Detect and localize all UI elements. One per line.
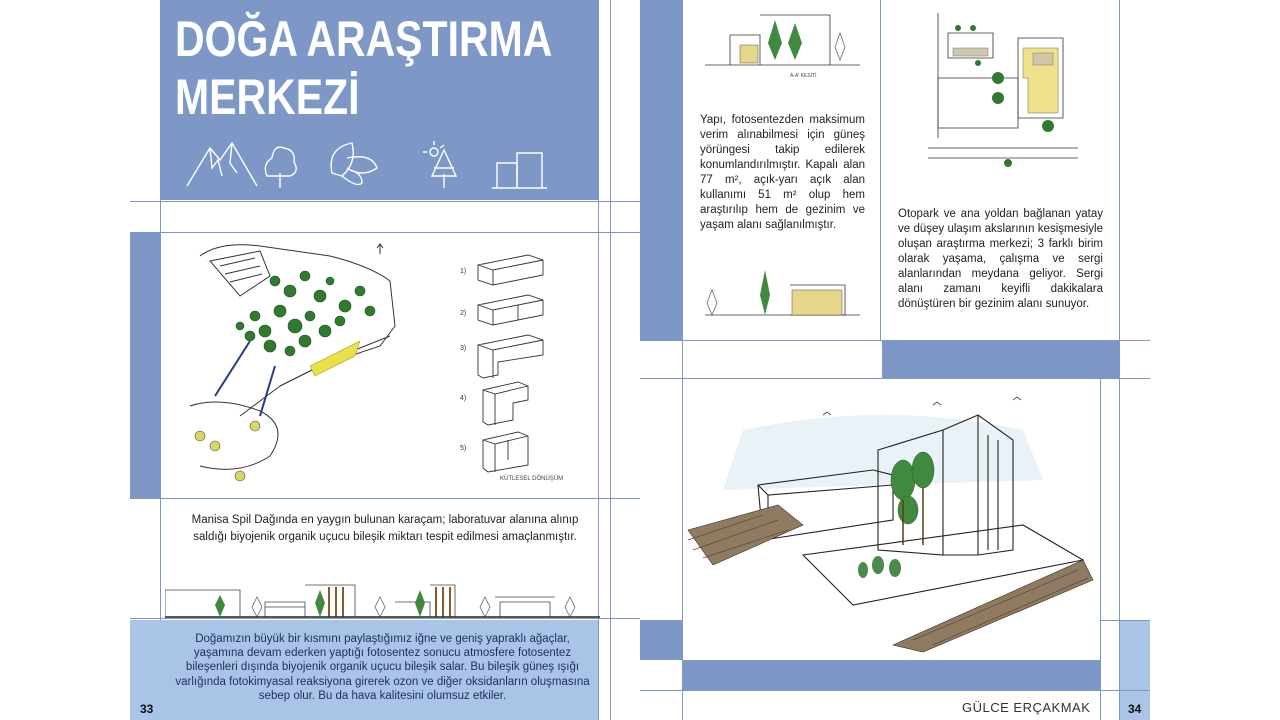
page-number-block (1120, 620, 1150, 720)
title-block (160, 0, 598, 200)
site-caption: Manisa Spil Dağında en yaygın bulunan karaçam; laboratuvar alanına alınıp saldığı biyojenik organik uçucu bileşik miktarı tespit edilmesi amaçlanmıştır. (191, 514, 579, 543)
mountain-icon (187, 143, 257, 186)
form-label: KÜTLESEL DÖNÜŞÜM (500, 476, 564, 482)
corner-block (640, 620, 682, 660)
page-title-line1: DOĞA ARAŞTIRMA (175, 11, 553, 67)
step-label: 2) (460, 310, 467, 317)
band-block (882, 340, 1119, 378)
bottom-band (682, 660, 1100, 690)
section-drawing-bottom (700, 265, 865, 335)
leaf-icon (331, 143, 377, 184)
step-label: 4) (460, 395, 467, 402)
sidebar-block-right (640, 0, 682, 340)
section-label: A-A' KESİTİ (790, 73, 817, 79)
sidebar-block (130, 232, 160, 498)
page-title-line2: MERKEZİ (175, 69, 360, 125)
elevation-drawing (165, 575, 600, 620)
perspective-drawing (683, 390, 1098, 655)
grid-line (610, 0, 611, 720)
text-block-2: Otopark ve ana yoldan bağlanan yatay ve düşey ulaşım akslarının kesişmesiyle oluşan araştırma merkezi; 3 farklı birim olarak yaşama, çalışma ve sergi alanlarından meydana geliyor. Sergi alanı zamanı keyifli dakikalara dönüştüren bir gezinim alanı sunuyor. (898, 208, 1103, 310)
grid-line (160, 200, 161, 620)
floor-plan-drawing (918, 8, 1088, 168)
page-number-right: 34 (1128, 702, 1142, 716)
step-label: 1) (460, 268, 467, 275)
header-icons (182, 138, 602, 193)
step-label: 3) (460, 345, 467, 352)
bottom-text-block (130, 620, 598, 720)
section-drawing-top (700, 5, 865, 85)
grid-line (640, 340, 1150, 341)
grid-line (1100, 378, 1101, 720)
grid-line (1100, 620, 1150, 621)
bottom-text: Doğamızın büyük bir kısmını paylaştığımız iğne ve geniş yapraklı ağaçlar, yaşamına devam ederken yaptığı fotosentez sonucu atmosfere fotosentez bileşenleri dışında biyojenik organik uçucu bileşik salar. Bu bileşik güneş ışığı varlığında fotokimyasal reaksiyona girerek ozon ve diğer oksidanların oluşmasına sebep olur. Bu da hava kalitesini olumsuz etkiler. (175, 633, 590, 702)
author-name: GÜLCE ERÇAKMAK (962, 700, 1091, 715)
step-label: 5) (460, 445, 467, 452)
text-block-1: Yapı, fotosentezden maksimum verim alınabilmesi için güneş yörüngesi takip edilerek konumlandırılmıştır. Kapalı alan 77 m², açık-yarı açık alan kullanımı 51 m² olup hem araştırılıp hem de gezinim ve yaşam alanı sağlanılmıştır. (700, 114, 865, 231)
site-plan-drawing (180, 236, 410, 496)
form-steps (455, 250, 575, 490)
grid-line (130, 498, 640, 499)
grid-line (640, 690, 1150, 691)
grid-line (880, 0, 881, 340)
building-icon (492, 153, 547, 188)
sun-tree-icon (423, 141, 456, 188)
tree-icon (265, 147, 296, 188)
page-number-left: 33 (140, 702, 154, 716)
grid-line (130, 232, 640, 233)
grid-line (640, 378, 1150, 379)
grid-line (1119, 0, 1120, 720)
grid-line (130, 201, 640, 202)
massing-diagrams (473, 250, 573, 485)
